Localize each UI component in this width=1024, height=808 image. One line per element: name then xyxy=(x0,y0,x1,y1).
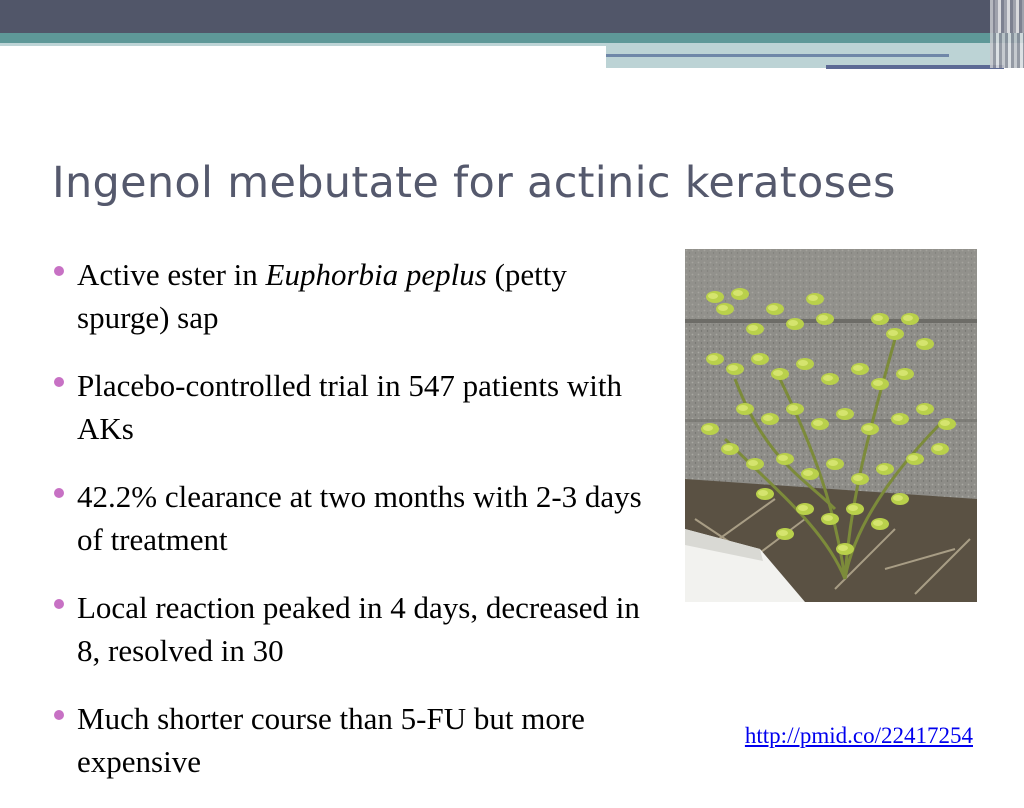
plant-photo xyxy=(685,249,977,602)
plant-photo-image xyxy=(685,249,977,602)
header-accent-line-short xyxy=(826,65,1004,69)
bullet-item xyxy=(54,697,664,783)
header-band-teal xyxy=(0,33,1024,43)
bullet-item xyxy=(54,364,664,450)
reference-link[interactable]: http://pmid.co/22417254 xyxy=(744,723,973,748)
bullet-dot-icon xyxy=(54,599,64,609)
slide-title: Ingenol mebutate for actinic keratoses xyxy=(52,158,896,208)
bullet-text: Local reaction peaked in 4 days, decreased in 8, resolved in 30 xyxy=(77,590,640,668)
bullet-dot-icon xyxy=(54,266,64,276)
bullet-text: Much shorter course than 5-FU but more expensive xyxy=(77,701,585,779)
header-band-dark xyxy=(0,0,1024,33)
header-band-pale xyxy=(0,43,606,46)
bullet-text: Active ester in xyxy=(77,257,266,292)
bullet-dot-icon xyxy=(54,377,64,387)
bullet-item xyxy=(54,475,664,561)
bullet-text-tail: (petty spurge) sap xyxy=(77,257,567,335)
header-accent-line xyxy=(606,54,949,57)
bullet-item xyxy=(54,586,664,672)
bullet-list xyxy=(54,253,664,808)
bullet-text-italic: Euphorbia peplus xyxy=(265,257,487,292)
bullet-text: Placebo-controlled trial in 547 patients with AKs xyxy=(77,368,622,446)
bullet-item xyxy=(54,253,664,339)
bullet-dot-icon xyxy=(54,488,64,498)
bullet-dot-icon xyxy=(54,710,64,720)
bullet-text: 42.2% clearance at two months with 2-3 days of treatment xyxy=(77,479,642,557)
header-corner-cap xyxy=(995,0,1024,33)
